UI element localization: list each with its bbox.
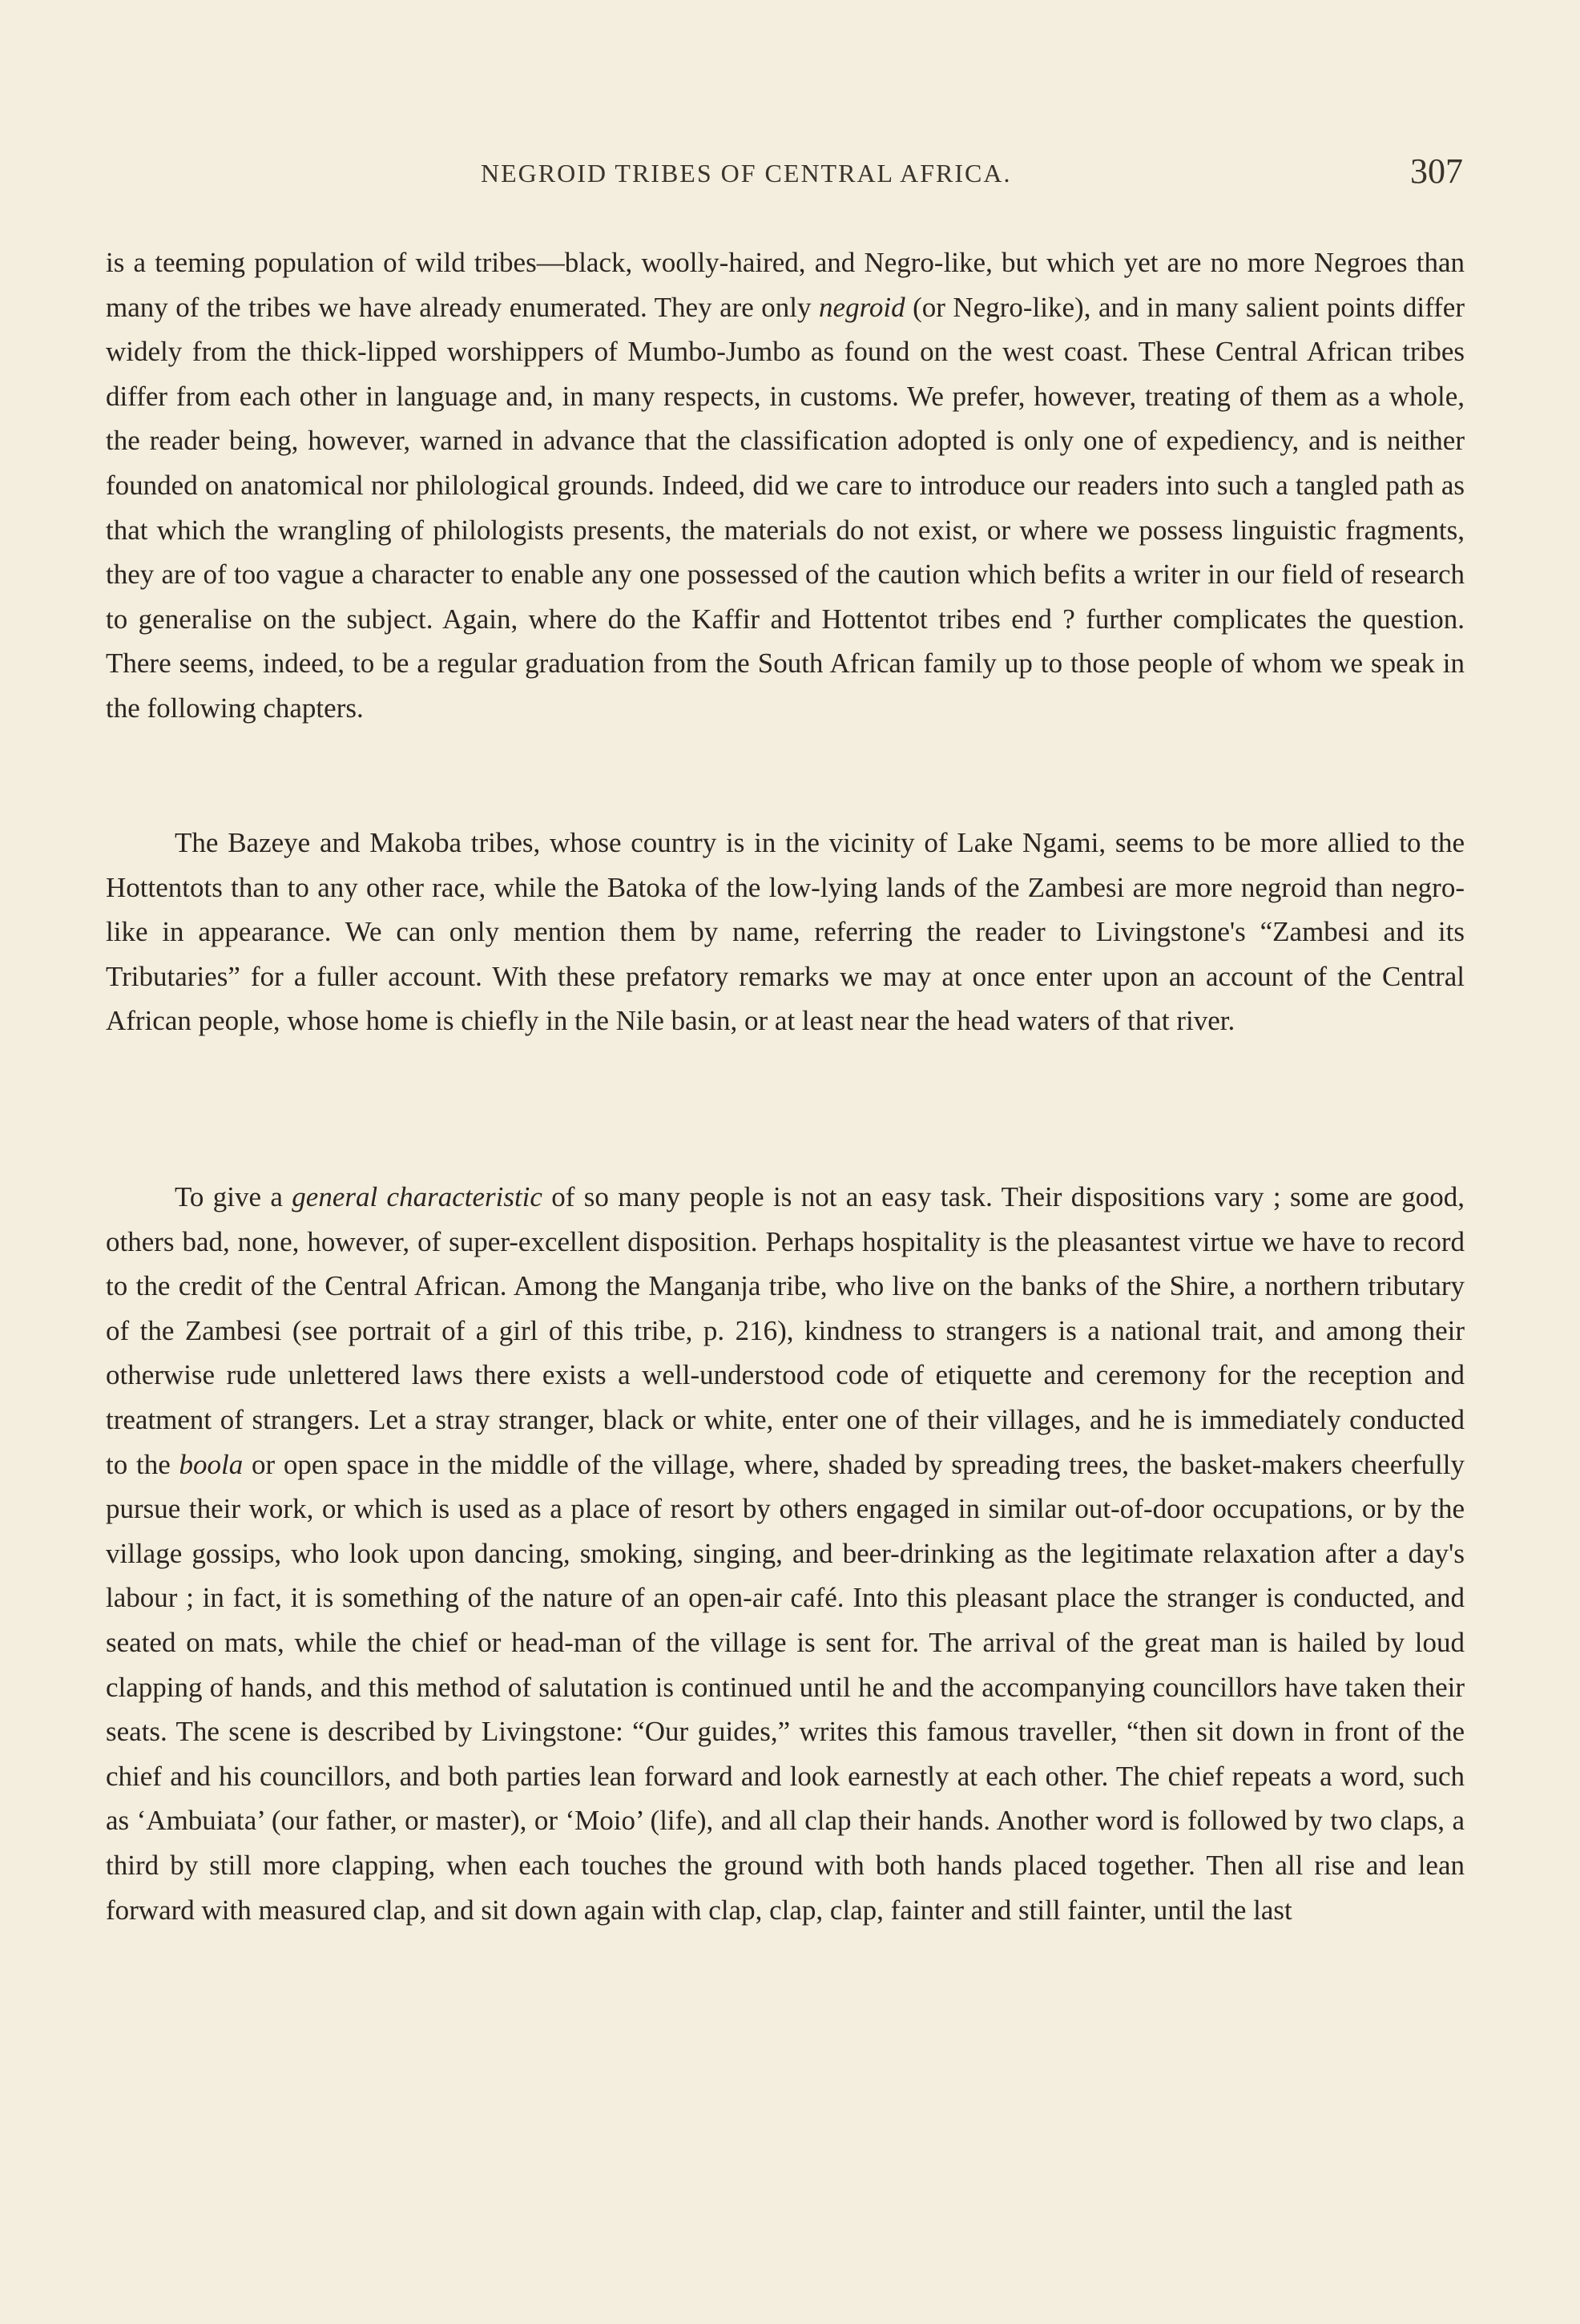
paragraph-2-text: The Bazeye and Makoba tribes, whose country is in the vicinity of Lake Ngami, seems to be more allied to the Hottentots than to any other race, while the Batoka of the low-lying lands of the Zambesi are more negroid than negro-like in appearance. We can only mention them by name, referring the reader to Livingstone's “Zambesi and its Tributaries” for a fuller account. With these prefatory remarks we may at once enter upon an account of the Central African people, whose home is chiefly in the Nile basin, or at least near the head waters of that river. bbox=[106, 827, 1465, 1037]
paragraph-3-text bbox=[106, 1175, 1465, 1932]
paragraph-2 bbox=[106, 821, 1465, 1043]
paragraph-3 bbox=[106, 1175, 1465, 1932]
italic-negroid: negroid bbox=[819, 291, 905, 323]
paragraph-1-text-c: (or Negro-like), and in many salient points differ widely from the thick-lipped worshippers of Mumbo-Jumbo as found on the west coast. These Central African tribes differ from each other in language and, in many respects, in customs. We prefer, however, treating of them as a whole, the reader being, however, warned in advance that the classification adopted is only one of expediency, and is neither founded on anatomical nor philological grounds. Indeed, did we care to introduce our readers into such a tangled path as that which the wrangling of philologists presents, the materials do not exist, or where we possess linguistic fragments, they are of too vague a character to enable any one possessed of the caution which befits a writer in our field of research to generalise on the subject. Again, where do the Kaffir and Hottentot tribes end ? further complicates the question. There seems, indeed, to be a regular graduation from the South African family up to those people of whom we speak in the following chapters. bbox=[106, 291, 1465, 724]
italic-boola: boola bbox=[179, 1448, 244, 1480]
paragraph-1-text-a: is a teeming population of wild tribes—black, woolly-haired, and Negro-like, but which yet are no more Negroes than many of the tribes we have already enumerated. They are only bbox=[106, 247, 1465, 323]
italic-general-characteristic: general characteristic bbox=[292, 1181, 542, 1212]
paragraph-1-text bbox=[106, 240, 1465, 731]
paragraph-3-text-e: or open space in the middle of the village, where, shaded by spreading trees, the basket-makers cheerfully pursue their work, or which is used as a place of resort by others engaged in similar out-of-door occupations, or by the village gossips, who look upon dancing, smoking, singing, and beer-drinking as the legitimate relaxation after a day's labour ; in fact, it is something of the nature of an open-air café. Into this pleasant place the stranger is conducted, and seated on mats, while the chief or head-man of the village is sent for. The arrival of the great man is hailed by loud clapping of hands, and this method of salutation is continued until he and the accompanying councillors have taken their seats. The scene is described by Livingstone: “Our guides,” writes this famous traveller, “then sit down in front of the chief and his councillors, and both parties lean forward and look earnestly at each other. The chief repeats a word, such as ‘Ambuiata’ (our father, or master), or ‘Moio’ (life), and all clap their hands. Another word is followed by two claps, a third by still more clapping, when each touches the ground with both hands placed together. Then all rise and lean forward with measured clap, and sit down again with clap, clap, clap, fainter and still fainter, until the last bbox=[106, 1448, 1465, 1926]
paragraph-1 bbox=[106, 240, 1465, 731]
paragraph-3-text-a: To give a bbox=[175, 1181, 292, 1212]
paragraph-3-text-c: of so many people is not an easy task. Their dispositions vary ; some are good, others bad, none, however, of super-excellent disposition. Perhaps hospitality is the pleasantest virtue we have to record to the credit of the Central African. Among the Manganja tribe, who live on the banks of the Shire, a northern tributary of the Zambesi (see portrait of a girl of this tribe, p. 216), kindness to strangers is a national trait, and among their otherwise rude unlettered laws there exists a well-understood code of etiquette and ceremony for the reception and treatment of strangers. Let a stray stranger, black or white, enter one of their villages, and he is immediately conducted to the bbox=[106, 1181, 1465, 1480]
page-number: 307 bbox=[1410, 151, 1463, 191]
running-head: NEGROID TRIBES OF CENTRAL AFRICA. bbox=[481, 159, 1012, 188]
